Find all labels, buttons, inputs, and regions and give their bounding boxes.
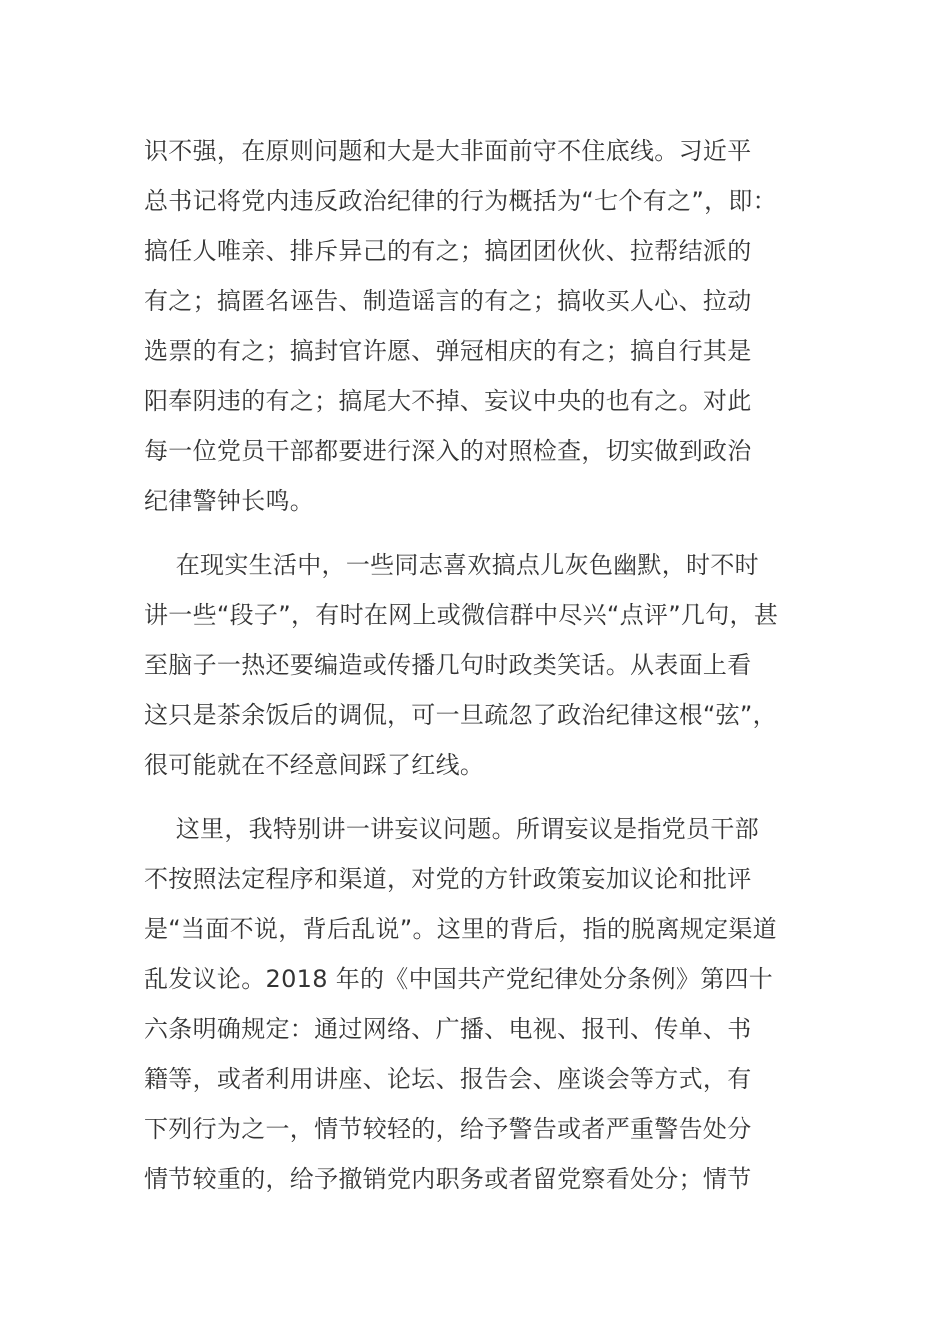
paragraph-gray-humor xyxy=(144,540,808,790)
text-line: 选票的有之；搞封官许愿、弹冠相庆的有之；搞自行其是 xyxy=(144,337,752,365)
text-line: 不按照法定程序和渠道，对党的方针政策妄加议论和批评 xyxy=(144,865,752,893)
paragraph-political-discipline xyxy=(144,126,808,526)
text-line: 情节较重的，给予撤销党内职务或者留党察看处分；情节 xyxy=(144,1165,752,1193)
text-line: 在现实生活中，一些同志喜欢搞点儿灰色幽默，时不时 xyxy=(144,551,759,579)
text-line: 有之；搞匿名诬告、制造谣言的有之；搞收买人心、拉动 xyxy=(144,287,752,315)
paragraph-spacer xyxy=(144,526,808,540)
text-line: 阳奉阴违的有之；搞尾大不掉、妄议中央的也有之。对此 xyxy=(144,387,752,415)
text-line: 这只是茶余饭后的调侃，可一旦疏忽了政治纪律这根“弦”， xyxy=(144,701,777,729)
text-line: 每一位党员干部都要进行深入的对照检查，切实做到政治 xyxy=(144,437,752,465)
document-body xyxy=(144,126,808,1204)
text-line: 这里，我特别讲一讲妄议问题。所谓妄议是指党员干部 xyxy=(144,815,759,843)
text-line: 总书记将党内违反政治纪律的行为概括为“七个有之”，即： xyxy=(144,187,777,215)
text-line: 六条明确规定：通过网络、广播、电视、报刊、传单、书 xyxy=(144,1015,752,1043)
text-line: 乱发议论。2018 年的《中国共产党纪律处分条例》第四十 xyxy=(144,965,774,993)
text-line: 讲一些“段子”，有时在网上或微信群中尽兴“点评”几句，甚 xyxy=(144,601,779,629)
text-line: 是“当面不说，背后乱说”。这里的背后，指的脱离规定渠道 xyxy=(144,915,777,943)
paragraph-spacer xyxy=(144,790,808,804)
paragraph-reckless-comments xyxy=(144,804,808,1204)
text-line: 下列行为之一，情节较轻的，给予警告或者严重警告处分 xyxy=(144,1115,752,1143)
text-line: 至脑子一热还要编造或传播几句时政类笑话。从表面上看 xyxy=(144,651,752,679)
text-line: 很可能就在不经意间踩了红线。 xyxy=(144,751,485,779)
text-line: 搞任人唯亲、排斥异己的有之；搞团团伙伙、拉帮结派的 xyxy=(144,237,752,265)
text-line: 纪律警钟长鸣。 xyxy=(144,487,315,515)
text-line: 识不强，在原则问题和大是大非面前守不住底线。习近平 xyxy=(144,137,752,165)
text-line: 籍等，或者利用讲座、论坛、报告会、座谈会等方式，有 xyxy=(144,1065,752,1093)
